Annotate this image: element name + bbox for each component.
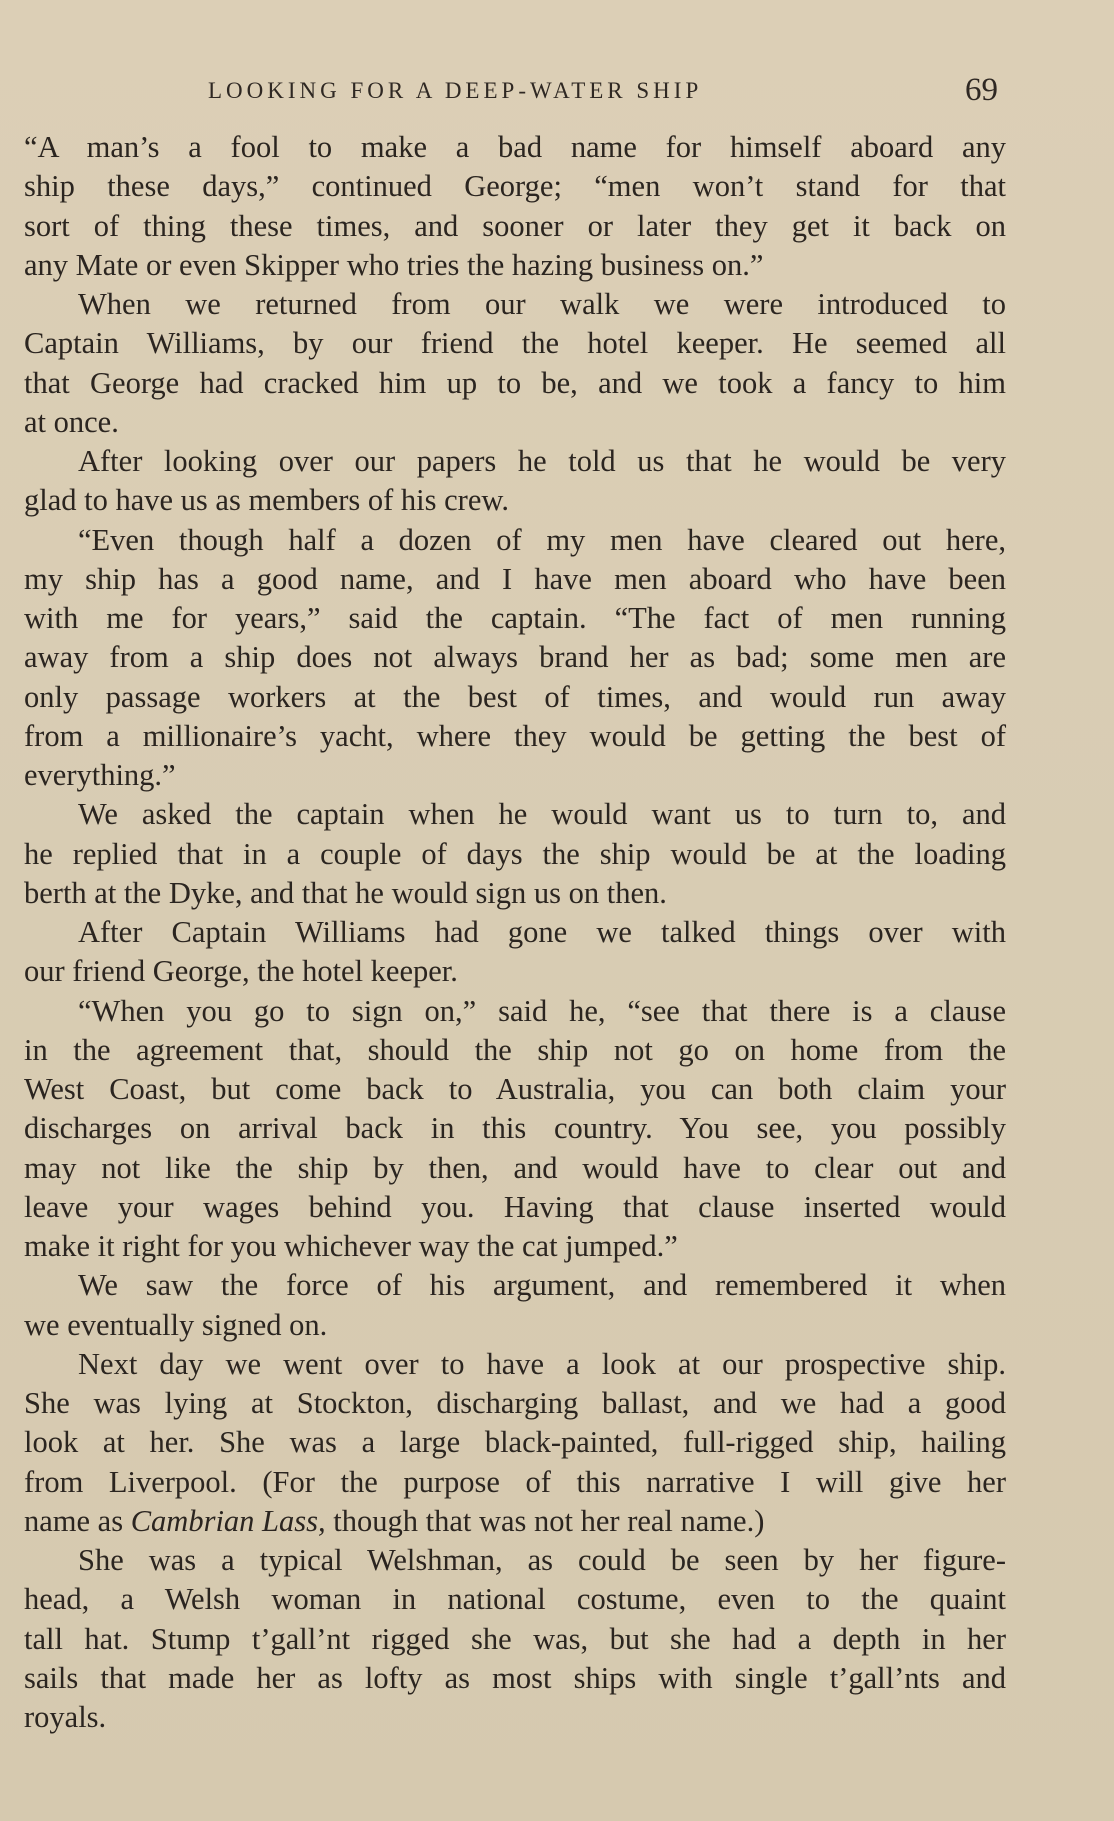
text-line: any Mate or even Skipper who tries the hazing business on.”: [24, 247, 764, 282]
text-line: head, a Welsh woman in national costume, even to the quaint: [24, 1582, 1006, 1617]
text-line: She was lying at Stockton, discharging ballast, and we had a good: [24, 1386, 1006, 1420]
text-line: look at her. She was a large black-painted, full-rigged ship, hailing: [24, 1425, 1006, 1460]
text-line: our friend George, the hotel keeper.: [24, 954, 458, 989]
line-before: name as: [24, 1503, 131, 1538]
text-line: that George had cracked him up to be, and we took a fancy to him: [24, 365, 1006, 400]
text-line: Captain Williams, by our friend the hotel keeper. He seemed all: [24, 326, 1006, 361]
text-line: away from a ship does not always brand her as bad; some men are: [24, 640, 1006, 675]
text-line: everything.”: [24, 758, 176, 792]
text-line: royals.: [24, 1700, 107, 1734]
text-line: sails that made her as lofty as most ships with single t’gall’nts and: [24, 1660, 1006, 1695]
line-after: though that was not her real name.): [325, 1503, 765, 1538]
text-line: “A man’s a fool to make a bad name for himself aboard any: [24, 130, 1006, 164]
text-line: West Coast, but come back to Australia, you can both claim your: [24, 1072, 1006, 1106]
text-line: in the agreement that, should the ship not go on home from the: [24, 1032, 1006, 1067]
text-line: We asked the captain when he would want us to turn to, and: [78, 797, 1006, 832]
text-line: he replied that in a couple of days the ship would be at the loading: [24, 836, 1006, 871]
text-line: make it right for you whichever way the cat jumped.”: [24, 1229, 678, 1263]
text-line: my ship has a good name, and I have men aboard who have been: [24, 561, 1006, 596]
text-line: we eventually signed on.: [24, 1307, 328, 1342]
text-line: sort of thing these times, and sooner or later they get it back on: [24, 208, 1006, 243]
running-title: LOOKING FOR A DEEP-WATER SHIP: [208, 78, 703, 103]
text-line: We saw the force of his argument, and remembered it when: [78, 1268, 1006, 1303]
text-line-italic-title: [24, 1502, 1006, 1541]
body-text: [24, 128, 1006, 1737]
text-line: tall hat. Stump t’gall’nt rigged she was, but she had a depth in her: [24, 1621, 1006, 1656]
text-line: After Captain Williams had gone we talked things over with: [78, 915, 1006, 949]
page-number: 69: [965, 72, 998, 108]
text-line: from Liverpool. (For the purpose of this narrative I will give her: [24, 1464, 1006, 1499]
text-line: discharges on arrival back in this country. You see, you possibly: [24, 1111, 1006, 1146]
text-line: at once.: [24, 404, 119, 439]
text-line: She was a typical Welshman, as could be seen by her figure-: [78, 1543, 1006, 1577]
text-line: with me for years,” said the captain. “The fact of men running: [24, 601, 1006, 635]
text-line: berth at the Dyke, and that he would sign us on then.: [24, 875, 667, 910]
text-line: Next day we went over to have a look at our prospective ship.: [78, 1346, 1006, 1381]
text-line: glad to have us as members of his crew.: [24, 483, 510, 518]
text-line: from a millionaire’s yacht, where they would be getting the best of: [24, 718, 1006, 753]
text-line: ship these days,” continued George; “men won’t stand for that: [24, 169, 1006, 204]
text-line: After looking over our papers he told us that he would be very: [78, 444, 1006, 478]
text-line: leave your wages behind you. Having that clause inserted would: [24, 1189, 1006, 1224]
text-line: “Even though half a dozen of my men have cleared out here,: [78, 522, 1006, 557]
text-line: only passage workers at the best of times, and would run away: [24, 679, 1006, 714]
running-head: [208, 72, 998, 112]
text-line: “When you go to sign on,” said he, “see that there is a clause: [78, 993, 1006, 1028]
ship-name: Cambrian Lass,: [130, 1503, 326, 1538]
text-line: may not like the ship by then, and would have to clear out and: [24, 1150, 1006, 1185]
text-line: When we returned from our walk we were introduced to: [78, 287, 1006, 321]
